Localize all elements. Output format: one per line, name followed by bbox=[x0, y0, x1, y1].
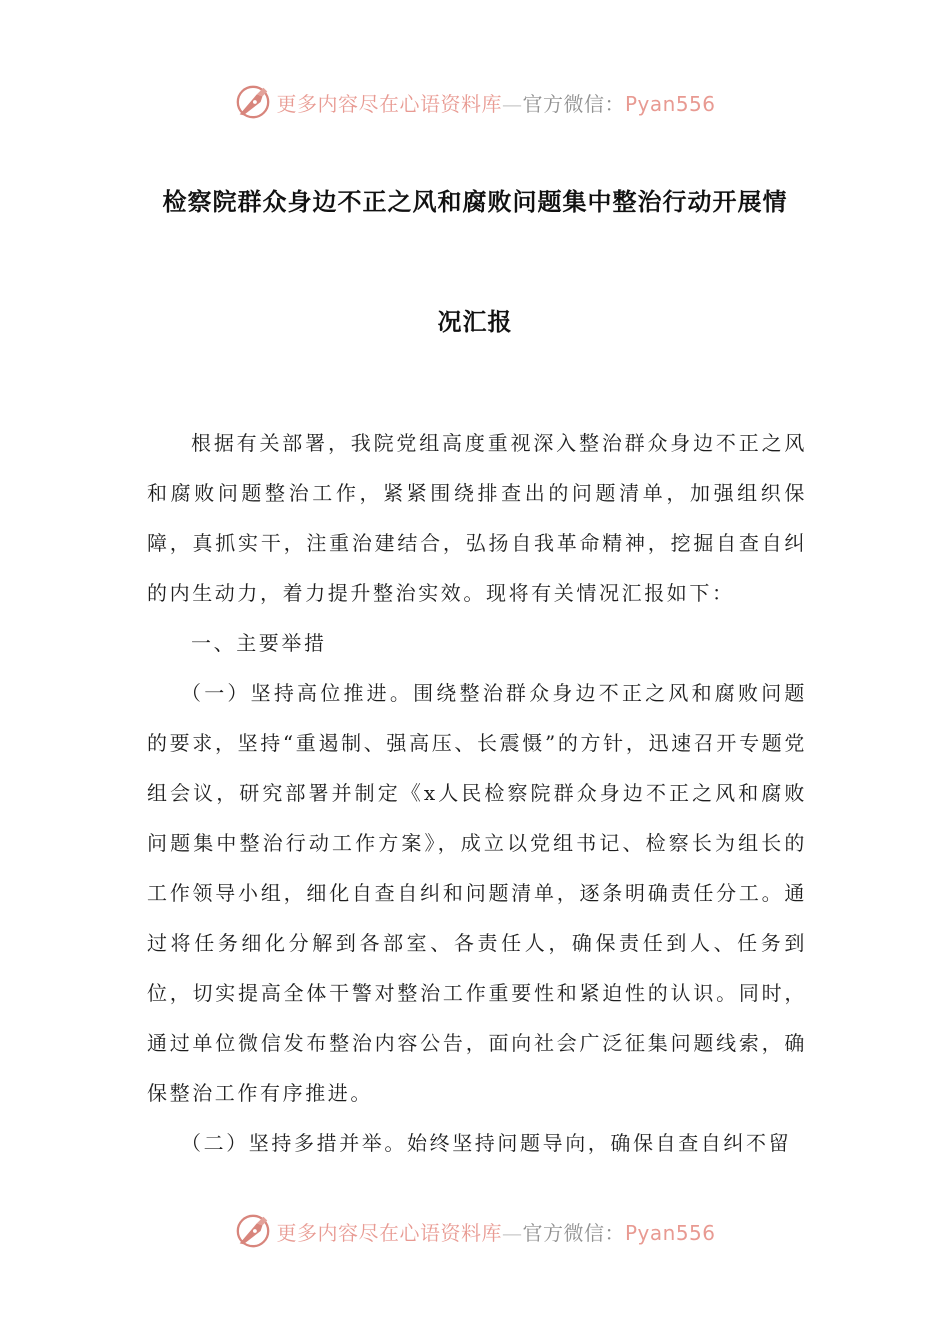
watermark-separator: — bbox=[501, 91, 523, 116]
watermark-text bbox=[276, 88, 715, 117]
watermark-wechat-id: Pyan556 bbox=[624, 91, 716, 116]
watermark-banner-bottom bbox=[0, 1209, 950, 1253]
pen-nib-logo-icon bbox=[234, 1212, 272, 1250]
pen-nib-logo-icon bbox=[234, 83, 272, 121]
paragraph-high-level-promotion: （一）坚持高位推进。围绕整治群众身边不正之风和腐败问题的要求，坚持“重遏制、强高压、长震慑”的方针，迅速召开专题党组会议，研究部署并制定《x人民检察院群众身边不正之风和腐败问题集中整治行动工作方案》，成立以党组书记、检察长为组长的工作领导小组，细化自查自纠和问题清单，逐条明确责任分工。通过将任务细化分解到各部室、各责任人，确保责任到人、任务到位，切实提高全体干警对整治工作重要性和紧迫性的认识。同时，通过单位微信发布整治内容公告，面向社会广泛征集问题线索，确保整治工作有序推进。 bbox=[147, 681, 807, 1105]
watermark-wechat-label: 官方微信： bbox=[522, 91, 625, 116]
watermark-wechat-label: 官方微信： bbox=[522, 1220, 625, 1245]
paragraph-intro: 根据有关部署，我院党组高度重视深入整治群众身边不正之风和腐败问题整治工作，紧紧围绕排查出的问题清单，加强组织保障，真抓实干，注重治建结合，弘扬自我革命精神，挖掘自查自纠的内生动力，着力提升整治实效。现将有关情况汇报如下： bbox=[147, 431, 807, 605]
section-heading-main-measures: 一、主要举措 bbox=[191, 631, 327, 655]
watermark-banner-top bbox=[0, 80, 950, 124]
document-title-line-1: 检察院群众身边不正之风和腐败问题集中整治行动开展情 bbox=[162, 188, 788, 216]
document-title-line-2: 况汇报 bbox=[437, 308, 513, 336]
watermark-text bbox=[276, 1217, 715, 1246]
document-body bbox=[147, 418, 807, 1168]
watermark-separator: — bbox=[501, 1220, 523, 1245]
watermark-wechat-id: Pyan556 bbox=[624, 1220, 716, 1245]
watermark-main-text: 更多内容尽在心语资料库 bbox=[276, 91, 502, 116]
paragraph-multiple-measures: （二）坚持多措并举。始终坚持问题导向，确保自查自纠不留 bbox=[181, 1131, 792, 1155]
watermark-main-text: 更多内容尽在心语资料库 bbox=[276, 1220, 502, 1245]
